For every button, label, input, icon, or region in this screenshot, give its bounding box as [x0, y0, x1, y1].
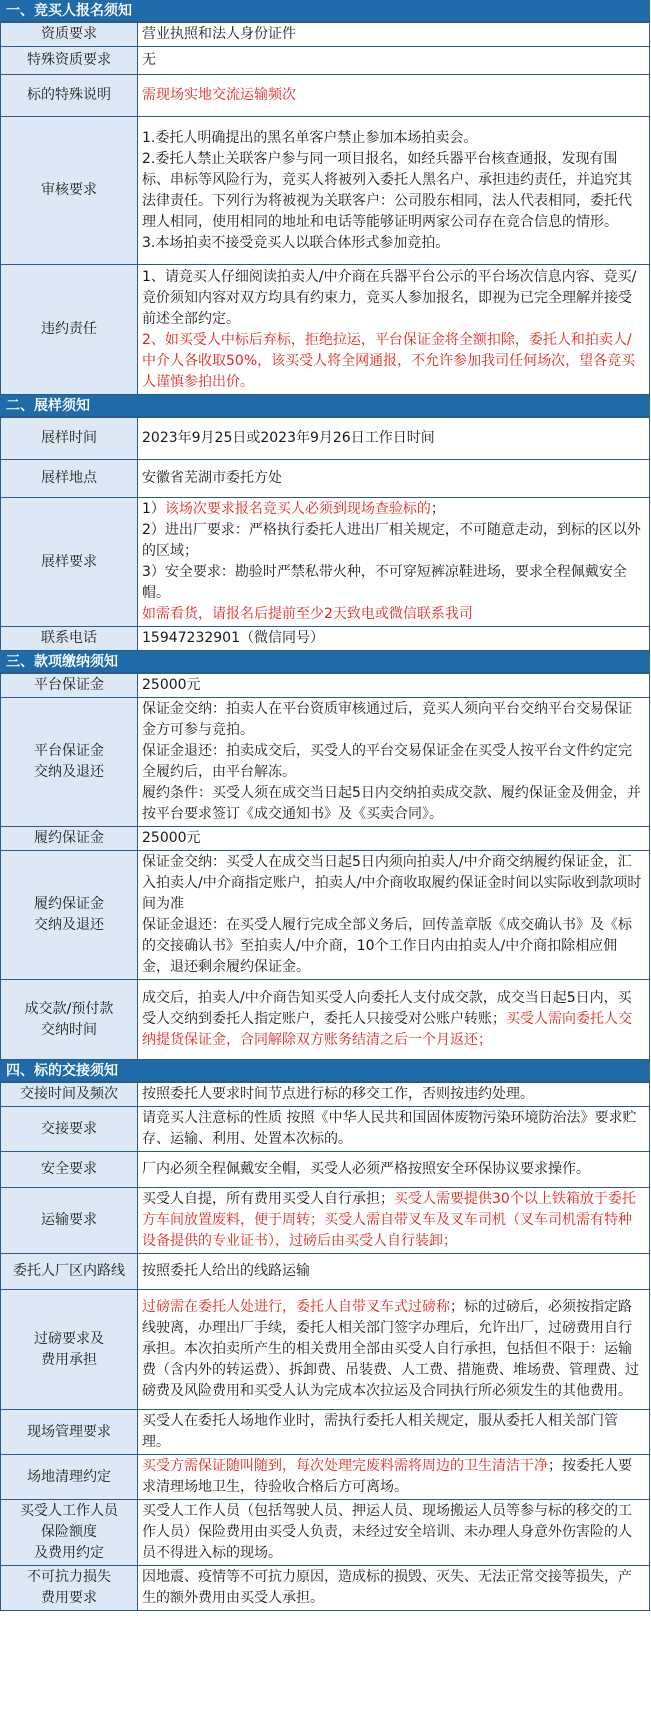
section-table: [0, 22, 650, 395]
table-row: [1, 1290, 650, 1410]
row-value: [138, 1290, 650, 1410]
value-line: 保证金交纳：买受人在成交当日起5日内须向拍卖人/中介商交纳履约保证金，汇入拍卖人/中介商指定账户，拍卖人/中介商收取履约保证金时间以实际收到款项时间为准: [142, 854, 642, 912]
value-line: 2、如买受人中标后弃标，拒绝拉运，平台保证金将全额扣除，委托人和拍卖人/中介人各收取50%，该买受人将全网通报，不允许参加我司任何场次，望各竞买人谨慎参拍出价。: [142, 331, 636, 390]
row-label: [1, 498, 138, 627]
emphasis-text: 买受方需保证随叫随到，每次处理完废料需将周边的卫生清洁干净: [142, 1458, 548, 1474]
row-label: [1, 627, 138, 651]
value-line: 3.本场拍卖不接受竞买人以联合体形式参加竞拍。: [142, 234, 450, 251]
value-line: [142, 1189, 645, 1252]
emphasis-text: 买受人需要提供30个以上铁箱放于委托方车间放置废料，便于周转；买受人需自带叉车及叉车司机（叉车司机需有特种设备提供的专业证书），过磅后由买受人自行装卸；: [142, 1191, 636, 1249]
row-label-line: 委托人厂区内路线: [13, 1263, 125, 1279]
row-label: [1, 1254, 138, 1290]
row-label-line: 成交款/预付款: [24, 1000, 114, 1017]
value-line: 2.委托人禁止关联客户参与同一项目报名，如经兵器平台核查通报，发现有围标、串标等风险行为，竞买人将被列入委托人黑名户、承担违约责任，并追究其法律责任。下列行为将被视为关联客户：公司股东相同，法人代表相同，委托代理人相同，使用相同的地址和电话等能够证明两家公司存在竞合信息的情形。: [142, 150, 632, 230]
row-label-line: 场地清理约定: [27, 1468, 111, 1485]
row-value: [138, 980, 650, 1060]
value-line: 履约条件：买受人须在成交当日起5日内交纳拍卖成交款、履约保证金及佣金，并按平台要求签订《成交通知书》及《买卖合同》。: [142, 785, 641, 822]
value-line: 请竞买人注意标的性质 按照《中华人民共和国固体废物污染环境防治法》要求贮存、运输、利用、处置本次标的。: [142, 1110, 637, 1147]
value-line: 需现场实地交流运输频次: [142, 87, 296, 103]
row-label: [1, 698, 138, 827]
row-label-line: 展样地点: [41, 470, 97, 486]
row-value: [138, 47, 650, 75]
row-label-line: 交纳时间: [41, 1021, 97, 1038]
table-row: [1, 1107, 650, 1152]
row-label: [1, 117, 138, 265]
value-line: [142, 1297, 645, 1402]
value-line: 无: [142, 52, 156, 68]
row-value: [138, 1107, 650, 1152]
emphasis-text: 该场次要求报名竞买人必须到现场查验标的: [164, 501, 431, 517]
row-value: [138, 23, 650, 47]
section-header: 一、竞买人报名须知: [0, 0, 650, 22]
row-label: [1, 1290, 138, 1410]
row-label: [1, 1500, 138, 1566]
row-value: [138, 627, 650, 651]
row-label: [1, 1152, 138, 1188]
row-value: [138, 1500, 650, 1566]
table-row: [1, 1566, 650, 1611]
table-row: [1, 265, 650, 395]
value-line: 保证金退还：拍卖成交后，买受人的平台交易保证金在买受人按平台文件约定完全履约后，由平台解冻。: [142, 743, 632, 780]
row-label-line: 交接时间及频次: [20, 1086, 118, 1102]
row-label: [1, 460, 138, 498]
row-label-line: 履约保证金: [34, 896, 104, 912]
value-line: 2）进出厂要求：严格执行委托人进出厂相关规定，不可随意走动，到标的区以外的区域；: [142, 522, 641, 559]
table-row: [1, 1410, 650, 1455]
row-label: [1, 75, 138, 117]
value-text: ；标的过磅后，必须按指定路线驶离，办理出厂手续，委托人相关部门签字办理后，允许出厂，过磅费用自行承担。本次拍卖所产生的相关费用全部由买受人自行承担，包括但不限于：运输费（含内外的转运费）、拆卸费、吊装费、人工费、措施费、堆场费、管理费、过磅费及风险费用和买受人认为完成本次拉运及合同执行所必须发生的其他费用。: [142, 1299, 639, 1399]
table-row: [1, 498, 650, 627]
value-text: ；按委托人要求清理场地卫生，待验收合格后方可离场。: [142, 1458, 632, 1495]
row-label: [1, 827, 138, 851]
row-label: [1, 1107, 138, 1152]
value-text: 成交后，拍卖人/中介商告知买受人向委托人支付成交款，成交当日起5日内，买受人交纳到委托人指定账户，委托人只接受对公账户转账；: [142, 990, 632, 1027]
row-value: [138, 851, 650, 980]
row-value: [138, 1188, 650, 1254]
row-label-line: 展样要求: [41, 553, 97, 570]
value-line: 15947232901（微信同号）: [142, 630, 324, 646]
row-value: [138, 1083, 650, 1107]
table-row: [1, 418, 650, 460]
row-label-line: 费用要求: [41, 1590, 97, 1606]
value-line: 1、请竞买人仔细阅读拍卖人/中介商在兵器平台公示的平台场次信息内容、竞买/竞价须知内容对双方均具有约束力，竞买人参加报名，即视为已完全理解并接受前述全部约定。: [142, 268, 637, 327]
row-label: [1, 1083, 138, 1107]
row-label-line: 平台保证金: [34, 677, 104, 693]
value-line: 3）安全要求：勘验时严禁私带火种，不可穿短裤凉鞋进场，要求全程佩戴安全帽。: [142, 564, 627, 601]
row-label: [1, 1188, 138, 1254]
table-row: [1, 627, 650, 651]
row-label: [1, 674, 138, 698]
row-label: [1, 418, 138, 460]
table-row: [1, 460, 650, 498]
row-value: [138, 1566, 650, 1611]
table-row: [1, 75, 650, 117]
value-line: 按照委托人要求时间节点进行标的移交工作，否则按违约处理。: [142, 1086, 534, 1102]
row-label-line: 标的特殊说明: [27, 87, 111, 103]
row-label-line: 运输要求: [41, 1212, 97, 1228]
row-label-line: 违约责任: [41, 321, 97, 337]
row-label: [1, 265, 138, 395]
row-value: [138, 1410, 650, 1455]
row-value: [138, 460, 650, 498]
value-line: 安徽省芜湖市委托方处: [142, 470, 282, 486]
value-text: ；: [430, 501, 445, 517]
row-label-line: 审核要求: [41, 182, 97, 198]
value-line: 25000元: [142, 830, 201, 846]
table-row: [1, 980, 650, 1060]
row-label: [1, 1410, 138, 1455]
table-row: [1, 1455, 650, 1500]
row-value: [138, 75, 650, 117]
row-label-line: 及费用约定: [34, 1545, 104, 1561]
value-text: 1）: [142, 501, 165, 517]
table-row: [1, 827, 650, 851]
value-line: 保证金退还：在买受人履行完成全部义务后，回传盖章版《成交确认书》及《标的交接确认书》至拍卖人/中介商，10个工作日内由拍卖人/中介商扣除相应佣金，退还剩余履约保证金。: [142, 917, 632, 975]
value-line: [142, 499, 645, 520]
row-label-line: 交纳及退还: [34, 764, 104, 780]
row-label-line: 过磅要求及: [34, 1330, 104, 1347]
emphasis-text: 买受人需向委托人交纳提货保证金，合同解除双方账务结清之后一个月返还；: [142, 1011, 632, 1048]
row-label-line: 特殊资质要求: [27, 52, 111, 68]
table-row: [1, 674, 650, 698]
table-row: [1, 1500, 650, 1566]
value-line: 营业执照和法人身份证件: [142, 26, 296, 42]
value-line: 25000元: [142, 677, 201, 693]
value-text: 买受人自提，所有费用买受人自行承担；: [142, 1191, 394, 1207]
row-label-line: 现场管理要求: [27, 1423, 111, 1440]
value-line: [142, 1456, 645, 1498]
row-label-line: 资质要求: [41, 26, 97, 42]
section-header: 三、款项缴纳须知: [0, 651, 650, 673]
value-line: 因地震、疫情等不可抗力原因，造成标的损毁、灭失、无法正常交接等损失，产生的额外费用由买受人承担。: [142, 1569, 632, 1606]
row-label-line: 平台保证金: [34, 743, 104, 759]
row-label-line: 展样时间: [41, 430, 97, 446]
value-line: [142, 988, 645, 1051]
row-label-line: 不可抗力损失: [27, 1569, 111, 1585]
section-header: 四、标的交接须知: [0, 1060, 650, 1082]
value-line: 保证金交纳：拍卖人在平台资质审核通过后，竞买人须向平台交纳平台交易保证金方可参与竞拍。: [142, 701, 632, 738]
section-header: 二、展样须知: [0, 395, 650, 417]
row-label: [1, 23, 138, 47]
value-line: 厂内必须全程佩戴安全帽，买受人必须严格按照安全环保协议要求操作。: [142, 1161, 590, 1177]
table-row: [1, 851, 650, 980]
section-table: [0, 673, 650, 1060]
row-value: [138, 674, 650, 698]
value-line: 按照委托人给出的线路运输: [142, 1263, 310, 1279]
row-label-line: 交接要求: [41, 1120, 97, 1137]
table-row: [1, 1188, 650, 1254]
row-value: [138, 117, 650, 265]
row-label-line: 交纳及退还: [34, 917, 104, 933]
value-line: 如需看货，请报名后提前至少2天致电或微信联系我司: [142, 606, 473, 622]
row-label-line: 费用承担: [41, 1351, 97, 1368]
row-label-line: 履约保证金: [34, 830, 104, 846]
value-line: 2023年9月25日或2023年9月26日工作日时间: [142, 430, 435, 446]
row-label: [1, 1455, 138, 1500]
row-label-line: 联系电话: [41, 630, 97, 646]
row-value: [138, 265, 650, 395]
table-row: [1, 1083, 650, 1107]
table-row: [1, 117, 650, 265]
table-row: [1, 698, 650, 827]
value-line: 买受人工作人员（包括驾驶人员、押运人员、现场搬运人员等参与标的移交的工作人员）保险费用由买受人负责，未经过安全培训、未办理人身意外伤害险的人员不得进入标的现场。: [142, 1503, 632, 1561]
value-line: 1.委托人明确提出的黑名单客户禁止参加本场拍卖会。: [142, 129, 478, 146]
section-table: [0, 1082, 650, 1611]
table-row: [1, 1254, 650, 1290]
row-label: [1, 1566, 138, 1611]
row-label: [1, 980, 138, 1060]
row-value: [138, 418, 650, 460]
section-table: [0, 417, 650, 651]
table-row: [1, 23, 650, 47]
row-value: [138, 1254, 650, 1290]
table-row: [1, 47, 650, 75]
value-line: 买受人在委托人场地作业时，需执行委托人相关规定，服从委托人相关部门管理。: [142, 1413, 618, 1450]
row-label-line: 买受人工作人员: [20, 1503, 118, 1519]
row-label: [1, 47, 138, 75]
row-label-line: 安全要求: [41, 1161, 97, 1177]
row-value: [138, 827, 650, 851]
table-row: [1, 1152, 650, 1188]
row-label-line: 保险额度: [41, 1524, 97, 1540]
row-value: [138, 698, 650, 827]
row-value: [138, 1152, 650, 1188]
row-label: [1, 851, 138, 980]
emphasis-text: 过磅需在委托人处进行，委托人自带叉车式过磅称: [142, 1299, 450, 1315]
row-value: [138, 1455, 650, 1500]
row-value: [138, 498, 650, 627]
